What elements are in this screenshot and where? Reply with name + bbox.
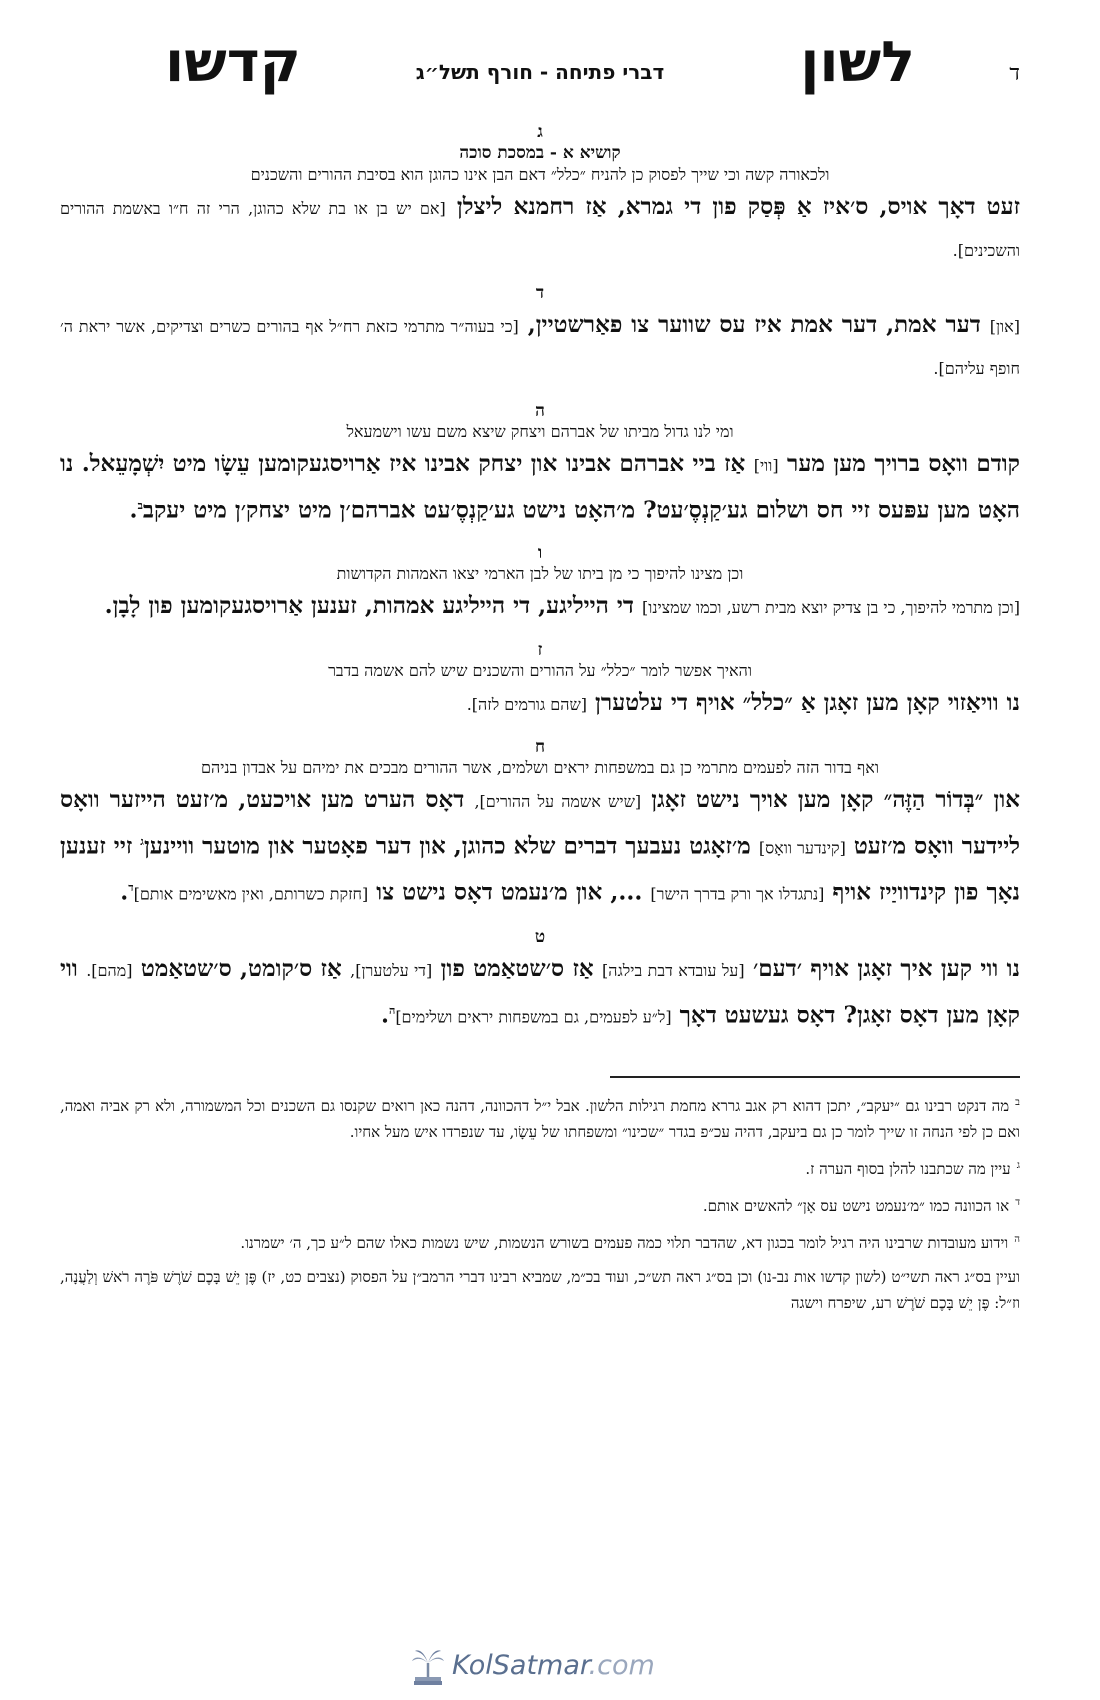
footnotes: [60, 1090, 1020, 1316]
header-word-right: לשון: [800, 30, 915, 95]
yiddish-text: אַז ביי אברהם אבינו און יצחק אבינו איז אַרויסגעקומען עֵשָׂו מיט יִשְׁמָעֵאל. נו האָט מען עפּעס זיי חס ושלום גע׳קַנְסֶ׳עט? מ׳האָט נישט גע׳קַנְסֶ׳עט אברהם׳ן מיט יצחק׳ן מיט יעקב: [60, 450, 1020, 524]
yiddish-text: ..., און מ׳נעמט דאָס נישט צו: [376, 878, 643, 906]
section-hebrew-heading: ולכאורה קשה וכי שייך לפסוק כן להניח ״כלל״ דאם הבן אינו כהוגן הוא בסיבת ההורים והשכנים: [250, 165, 830, 184]
palm-tree-book-icon: [410, 1643, 446, 1687]
document-page: [60, 30, 1020, 1324]
yiddish-text: ווי קאָן מען דאָס זאָגן? דאָס געשעט דאָך: [60, 954, 1020, 1029]
bracket-text: [אם יש בן או בת שלא כהוגן, הרי זה ח״ו באשמת ההורים והשכינים].: [60, 199, 1020, 260]
section-dalet: [60, 283, 1020, 389]
kushya-title: קושיא א - במסכת סוכה: [459, 143, 621, 163]
yiddish-text: אַז ס׳שטאַמט פון: [440, 954, 594, 982]
section-letter: ו: [537, 542, 543, 563]
yiddish-text: די הייליגע, די הייליגע אמהות, זענען אַרויסגעקומען פון לָבָן.: [104, 591, 634, 619]
footnote-ref[interactable]: ה: [388, 1003, 396, 1017]
footnote-text: מה דנקט רבינו גם ״יעקב״, יתכן דהוא רק אגב גררא מחמת רגילות הלשון. אבל י״ל דהכוונה, דהנה כאן רואים שקנסו גם השכנים וכל המשמורה, ולא רק אביה ואמה, ואם כן לפי הנחה זו שייך לומר כן גם ביעקב, דהיה עכ״פ בגדר ״שכינו״ ומשפחתו של עֵשָׂו, עד שנפרדו איש מעל אחיו.: [60, 1096, 1020, 1141]
section-letter: ד: [535, 283, 545, 303]
logo-name: KolSatmar: [452, 1649, 589, 1681]
section-hebrew-heading: ומי לנו גדול מביתו של אברהם ויצחק שיצא משם עשו וישמעאל: [346, 422, 734, 441]
section-hebrew-heading: והאיך אפשר לומר ״כלל״ על ההורים והשכנים שיש להם אשמה בדבר: [328, 660, 752, 680]
yiddish-text: דער אמת, דער אמת איז עס שווער צו פאַרשטיין,: [527, 311, 981, 338]
footnote-ref[interactable]: ד: [128, 881, 134, 895]
footnote-ref[interactable]: ג: [140, 834, 144, 848]
footnote-mark: ה: [1014, 1233, 1020, 1245]
footnote: [60, 1264, 1020, 1316]
bracket-text: [שהם גורמים לזה].: [466, 694, 588, 714]
yiddish-text: נו ווי קען איך זאָגן אויף ׳דעם׳: [752, 954, 1020, 982]
section-letter: ז: [537, 639, 543, 660]
footnote-text: וידוע מעובדות שרבינו היה רגיל לומר בכגון דא, שהדבר תלוי כמה פעמים בשורש הנשמות, שיש נשמות כאלו שהם ל״ע כך, ה׳ ישמרנו.: [240, 1233, 1009, 1252]
bracket-text: [ל״ע לפעמים, גם במשפחות יראים ושלימים]: [395, 1007, 672, 1027]
yiddish-text: זעט דאָך אויס, ס׳איז אַ פְּסַק פון די גמרא, אַז רחמנא ליצלן: [456, 193, 1021, 220]
yiddish-text: מ׳זאָגט נעבעך דברים שלא כהוגן, און דער פאָטער און מוטער וויינען: [143, 832, 751, 860]
header-subtitle: דברי פתיחה - חורף תשל״ג: [415, 60, 665, 84]
bracket-text: [נתגדלו אך ורק בדרך הישר]: [650, 884, 825, 904]
section-body: [60, 683, 1020, 725]
footnote-mark: ג: [1016, 1159, 1020, 1171]
footnote: [60, 1190, 1020, 1219]
section-he: [60, 401, 1020, 531]
section-body: קודם וואָס ברויך מען מער [ווי] אַז ביי אברהם אבינו און יצחק אבינו איז אַרויסגעקומען עֵשָׂו מיט יִשְׁמָעֵאל. נו האָט מען עפּעס זיי חס ושלום גע׳קַנְסֶ׳עט? מ׳האָט נישט גע׳קַנְסֶ׳עט אברהם׳ן מיט יצחק׳ן מיט יעקב$^ב$.: [60, 450, 1020, 524]
section-het: [60, 737, 1020, 915]
bracket-text: [די עלטערן],: [350, 960, 433, 980]
section-body: [60, 187, 1020, 271]
logo-domain: .com: [588, 1649, 655, 1681]
page-number: ד: [1009, 61, 1020, 86]
yiddish-text: דאָס הערט מען אויכעט, מ׳זעט הייזער וואָס ליידער וואָס מ׳זעט: [60, 785, 1020, 860]
yiddish-text: נו וויאַזוי קאָן מען זאָגן אַ ״כלל״ אויף די עלטערן: [595, 688, 1020, 716]
section-body: נו ווי קען איך זאָגן אויף ׳דעם׳ [על עובדא דבת בילגה] אַז ס׳שטאַמט פון [די עלטערן], אַז ס׳קומט, ס׳שטאַמט [מהם]. ווי קאָן מען דאָס זאָגן? דאָס געשעט דאָך [ל״ע לפעמים, גם במשפחות יראים ושלימים]$^ה$.: [60, 954, 1020, 1029]
footnote-text: עיין מה שכתבנו להלן בסוף הערה ז.: [805, 1159, 1011, 1178]
section-vav: [60, 543, 1020, 628]
section-body: און ״בְּדוֹר הַזֶּה״ קאָן מען אויך נישט זאָגן [שיש אשמה על ההורים], דאָס הערט מען אויכעט, מ׳זעט הייזער וואָס ליידער וואָס מ׳זעט [קינדער וואָס] מ׳זאָגט נעבעך דברים שלא כהוגן, און דער פאָטער און מוטער וויינען$^ג$ זיי זענען נאָך פון קינדוויַיז אויף [נתגדלו אך ורק בדרך הישר] ..., און מ׳נעמט דאָס נישט צו [חזקת כשרותם, ואין מאשימים אותם]$^ד$.: [60, 785, 1021, 906]
footnote: [60, 1153, 1020, 1182]
bracket-text: [קינדער וואָס]: [758, 838, 846, 858]
footnote-text: או הכוונה כמו ״מ׳נעמט נישט עס אָן״ להאשים אותם.: [702, 1196, 1010, 1215]
section-letter: ג: [537, 122, 543, 142]
yiddish-text: זיי זענען נאָך פון קינדוויַיז אויף: [60, 832, 1020, 906]
section-zayin: [60, 640, 1020, 725]
footnote-text: ועיין בס״ג ראה תשי״ט (לשון קדשו אות נב-נו) וכן בס״ג ראה תש״כ, ועוד בכ״מ, שמביא רבינו דברי הרמב״ן על הפסוק (נצבים כט, יז) פֶּן יֵשׁ בָּכֶם שֹׁרֶשׁ פֹּרֶה רֹאשׁ וְלַעֲנָה, וז״ל: פֶּן יֵשׁ בָּכֶם שֹׁרֶשׁ רע, שיפרח וישגה: [60, 1267, 1020, 1312]
section-letter: ט: [534, 926, 546, 947]
yiddish-text: און ״בְּדוֹר הַזֶּה״ קאָן מען אויך נישט זאָגן: [651, 785, 1021, 813]
bracket-text: [מהם].: [86, 960, 133, 980]
section-letter: ה: [535, 401, 545, 421]
section-hebrew-heading: וכן מצינו להיפוך כי מן ביתו של לבן הארמי יצאו האמהות הקדושות: [336, 563, 744, 583]
section-body: [60, 586, 1020, 628]
yiddish-text: אַז ס׳קומט, ס׳שטאַמט: [140, 954, 342, 982]
section-gimel: [60, 122, 1020, 271]
bracket-text: [על עובדא דבת בילגה]: [602, 960, 745, 980]
footnote: [60, 1227, 1020, 1256]
footnote-ref[interactable]: ב: [137, 499, 143, 512]
bracket-text: [כי בעוה״ר מתרמי כזאת רח״ל אף בהורים כשרים וצדיקים, אשר יראת ה׳ חופף עליהם].: [60, 317, 1020, 378]
page-header: [60, 30, 1020, 110]
section-body: [60, 305, 1020, 389]
section-tet: [60, 927, 1020, 1038]
bracket-text: [שיש אשמה על ההורים],: [474, 791, 642, 811]
footnote-divider: [610, 1076, 1020, 1078]
bracket-text: [חזקת כשרותם, ואין מאשימים אותם]: [133, 884, 369, 904]
footnote-mark: ב: [1015, 1096, 1020, 1108]
section-hebrew-heading: ואף בדור הזה לפעמים מתרמי כן גם במשפחות יראים ושלמים, אשר ההורים מבכים את ימיהם על אבדון בניהם: [201, 757, 879, 777]
footnote: [60, 1090, 1020, 1145]
logo-text: [452, 1650, 655, 1681]
section-letter: ח: [534, 736, 546, 757]
bracket-text: [און]: [989, 317, 1020, 336]
footnote-mark: ד: [1015, 1196, 1020, 1208]
yiddish-text: קודם וואָס ברויך מען מער: [787, 450, 1020, 477]
kolsatmar-logo[interactable]: [410, 1640, 690, 1690]
header-word-left: קדשו: [165, 30, 301, 95]
bracket-text: [ווי]: [753, 456, 779, 475]
bracket-text: [וכן מתרמי להיפוך, כי בן צדיק יוצא מבית רשע, וכמו שמצינו]: [642, 597, 1020, 617]
